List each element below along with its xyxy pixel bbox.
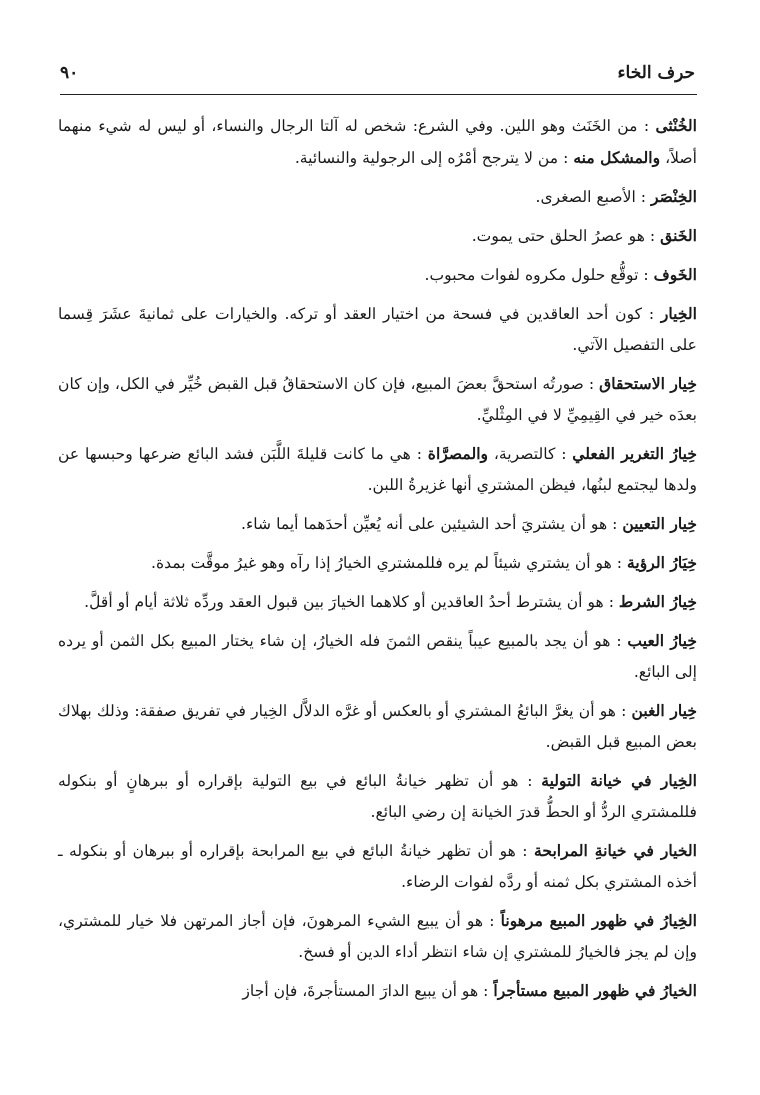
entry-term: الخِيارُ في ظهور المبيع مرهوناً <box>500 911 697 930</box>
entry <box>58 586 697 618</box>
entry-text: : هو أن يشترط أحدُ العاقدين أو كلاهما الخيارَ بين قبول العقد وردِّه ثلاثة أيام أو أقلَّ. <box>84 593 619 611</box>
entry-text: : كون أحد العاقدين في فسحة من اختيار العقد أو تركه. والخيارات على ثمانيةَ عشَرَ قِسما على التفصيل الآتي. <box>58 305 697 354</box>
entry-text: : هو أن تظهر خيانةُ البائع في بيع التولية بإقراره أو ببرهانٍ أو بنكوله فللمشتري الردُّ أو الحطُّ قدرَ الخيانة إن رضي البائع. <box>58 772 697 821</box>
entry-text: : صورتُه استحقَّ بعضَ المبيع، فإن كان الاستحقاقُ قبل القبض خُيِّر في الكل، وإن كان بعدَه خير في القِيمِيِّ لا في المِثْليِّ. <box>58 375 697 424</box>
entry-term: الخِنْصَر <box>651 187 697 206</box>
entry-term: الخيارُ في ظهور المبيع مستأجراً <box>493 981 697 1000</box>
header-rule <box>60 94 697 95</box>
entry-term: الخُنْثى <box>655 116 697 135</box>
entry-text: : هو أن يجد بالمبيع عيباً ينقص الثمنَ فله الخيارُ، إن شاء يختار المبيع بكل الثمن أو يرده إلى البائع. <box>58 632 697 681</box>
entry <box>58 508 697 540</box>
entry-text: : من لا يترجح أمْرُه إلى الرجولية والنسائية. <box>294 149 574 167</box>
entry-text: : كالتصرية، <box>488 445 573 463</box>
entry <box>58 625 697 688</box>
chapter-title: حرف الخاء <box>617 63 695 83</box>
entry-text: : هو أن يغرَّ البائعُ المشتري أو بالعكس أو غرَّه الدلاَّل الخِيار في تفريق صفقة: وذلك بهلاك بعض المبيع قبل القبض. <box>58 702 697 751</box>
entry-text: : هو أن تظهر خيانةُ البائع في بيع المرابحة بإقراره أو ببرهان أو بنكوله ـ أخذه المشتري بكل ثمنه أو ردَّه لفوات الرضاء. <box>58 842 697 891</box>
entry-term: خِيَارُ الرؤية <box>627 553 697 572</box>
entry-term: خِيار الغبن <box>631 701 697 720</box>
entry <box>58 220 697 252</box>
entry-text: : من الخَنَث وهو اللين. وفي الشرع: شخص له آلتا الرجال والنساء، أو ليس له شيء منهما أصلاً، <box>58 117 697 167</box>
entry <box>58 765 697 828</box>
entry-text: : هو أن يبيع الشيء المرهونَ، فإن أجاز المرتهن فلا خيار للمشتري، وإن لم يجز فالخيارُ للمشتري إن شاء انتظر أداء الدين أو فسخ. <box>58 912 697 961</box>
entry <box>58 835 697 898</box>
entry <box>58 368 697 431</box>
entry <box>58 695 697 758</box>
entry-text: : هو أن يبيع الدارَ المستأجرةَ، فإن أجاز <box>242 982 494 1000</box>
entry <box>58 547 697 579</box>
running-header <box>60 58 695 88</box>
entry-term: خِيار الاستحقاق <box>599 374 698 393</box>
entry <box>58 905 697 968</box>
entry-text: : هو أن يشتريَ أحد الشيئين على أنه يُعيِّن أحدَهما أيما شاء. <box>241 515 623 533</box>
entry <box>58 438 697 501</box>
entry <box>58 181 697 213</box>
entry-term: خِيارُ التغرير الفعلي <box>572 444 697 463</box>
entry-term: الخيار في خيانةِ المرابحة <box>534 841 697 860</box>
entry-term: خِيار التعيين <box>622 514 697 533</box>
entry-text: : هي ما كانت قليلةَ اللَّبَن فشد البائع ضرعها وحبسها عن ولدها ليجتمع لبنُها، فيظن المشتري أنها غزيرةُ اللبن. <box>58 445 697 494</box>
page-number: ٩٠ <box>60 63 79 83</box>
entry-text: : الأصبع الصغرى. <box>535 188 652 206</box>
entry <box>58 975 697 1007</box>
entry <box>58 298 697 361</box>
entry-term: الخَنق <box>660 226 697 245</box>
entry <box>58 110 697 174</box>
entry <box>58 259 697 291</box>
entry-subterm: والمشكل منه <box>573 148 661 167</box>
entry-text: : توقُّع حلول مكروه لفوات محبوب. <box>424 266 654 284</box>
entry-subterm: والمصرَّاة <box>427 444 489 463</box>
entry-term: الخِيار في خيانة التولية <box>541 771 697 790</box>
entry-text: : هو عصرُ الحلق حتى يموت. <box>471 227 661 245</box>
dictionary-body <box>58 110 697 1014</box>
entry-term: خِيارُ العيب <box>627 631 697 650</box>
entry-term: خِيارُ الشرط <box>618 592 697 611</box>
entry-term: الخَوف <box>653 265 697 284</box>
entry-term: الخِيار <box>660 304 697 323</box>
entry-text: : هو أن يشتري شيئاً لم يره فللمشتري الخيارُ إذا رآه وهو غيرُ موقَّت بمدة. <box>150 554 628 572</box>
